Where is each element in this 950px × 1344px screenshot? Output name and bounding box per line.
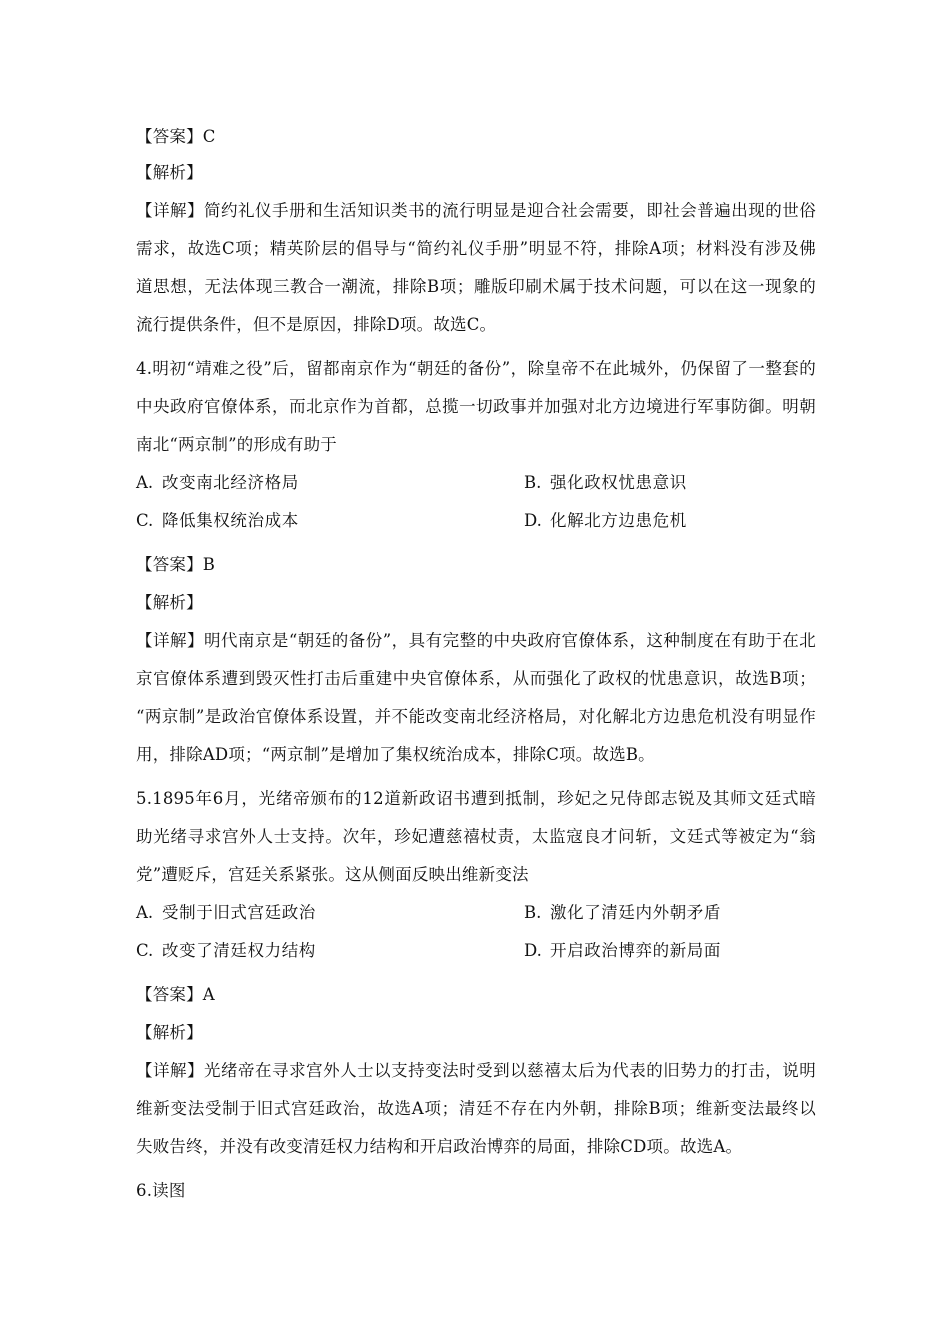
q4-stem-line-3: 南北“两京制”的形成有助于: [136, 435, 337, 454]
q3-answer: 【答案】C: [136, 127, 216, 146]
q3-detail-line-2: 需求，故选C项；精英阶层的倡导与“简约礼仪手册”明显不符，排除A项；材料没有涉及佛: [136, 239, 816, 258]
q4-option-b: B. 强化政权忧患意识: [524, 473, 687, 492]
q5-detail-line-2: 维新变法受制于旧式宫廷政治，故选A项；清廷不存在内外朝，排除B项；维新变法最终以: [136, 1099, 816, 1118]
q5-detail-tag: 【详解】: [136, 1061, 205, 1080]
q5-detail-line-3: 失败告终，并没有改变清廷权力结构和开启政治博弈的局面，排除CD项。故选A。: [136, 1137, 743, 1156]
q4-detail-tag: 【详解】: [136, 631, 204, 650]
q4-analysis-heading: 【解析】: [136, 593, 203, 612]
q5-stem-line-1: 5.1895年6月，光绪帝颁布的12道新政诏书遭到抵制，珍妃之兄侍郎志锐及其师文廷式暗: [136, 789, 816, 808]
q3-detail-line-3: 道思想，无法体现三教合一潮流，排除B项；雕版印刷术属于技术问题，可以在这一现象的: [136, 277, 816, 296]
q4-detail-line-2: 京官僚体系遭到毁灭性打击后重建中央官僚体系，从而强化了政权的忧患意识，故选B项；: [136, 669, 816, 688]
q3-detail-line-4: 流行提供条件，但不是原因，排除D项。故选C。: [136, 315, 497, 334]
q5-stem-line-3: 党”遭贬斥，宫廷关系紧张。这从侧面反映出维新变法: [136, 865, 529, 884]
q3-detail-tag: 【详解】: [136, 201, 205, 220]
q4-stem-line-2: 中央政府官僚体系，而北京作为首都，总揽一切政事并加强对北方边境进行军事防御。明朝: [136, 397, 816, 416]
q3-detail-line-1: 【详解】简约礼仪手册和生活知识类书的流行明显是迎合社会需要，即社会普遍出现的世俗: [136, 201, 816, 220]
q6-stem: 6.读图: [136, 1181, 186, 1200]
q4-detail-line-3: “两京制”是政治官僚体系设置，并不能改变南北经济格局，对化解北方边患危机没有明显作: [136, 707, 816, 726]
q5-answer: 【答案】A: [136, 985, 215, 1004]
q5-option-b: B. 激化了清廷内外朝矛盾: [524, 903, 721, 922]
q4-detail-line-1: 【详解】明代南京是“朝廷的备份”，具有完整的中央政府官僚体系，这种制度在有助于在北: [136, 631, 816, 650]
q5-analysis-heading: 【解析】: [136, 1023, 203, 1042]
q4-option-d: D. 化解北方边患危机: [524, 511, 687, 530]
q5-option-a: A. 受制于旧式宫廷政治: [136, 903, 316, 922]
q4-answer: 【答案】B: [136, 555, 216, 574]
q5-option-c: C. 改变了清廷权力结构: [136, 941, 316, 960]
q4-option-a: A. 改变南北经济格局: [136, 473, 299, 492]
q5-option-d: D. 开启政治博弈的新局面: [524, 941, 721, 960]
q5-stem-line-2: 助光绪寻求宫外人士支持。次年，珍妃遭慈禧杖责，太监寇良才问斩，文廷式等被定为“翁: [136, 827, 816, 846]
q5-detail-line-1: 【详解】光绪帝在寻求宫外人士以支持变法时受到以慈禧太后为代表的旧势力的打击，说明: [136, 1061, 816, 1080]
q4-detail-line-4: 用，排除AD项；“两京制”是增加了集权统治成本，排除C项。故选B。: [136, 745, 655, 764]
q4-stem-line-1: 4.明初“靖难之役”后，留都南京作为“朝廷的备份”，除皇帝不在此城外，仍保留了一整套的: [136, 359, 816, 378]
q4-option-c: C. 降低集权统治成本: [136, 511, 299, 530]
q3-analysis-heading: 【解析】: [136, 163, 203, 182]
